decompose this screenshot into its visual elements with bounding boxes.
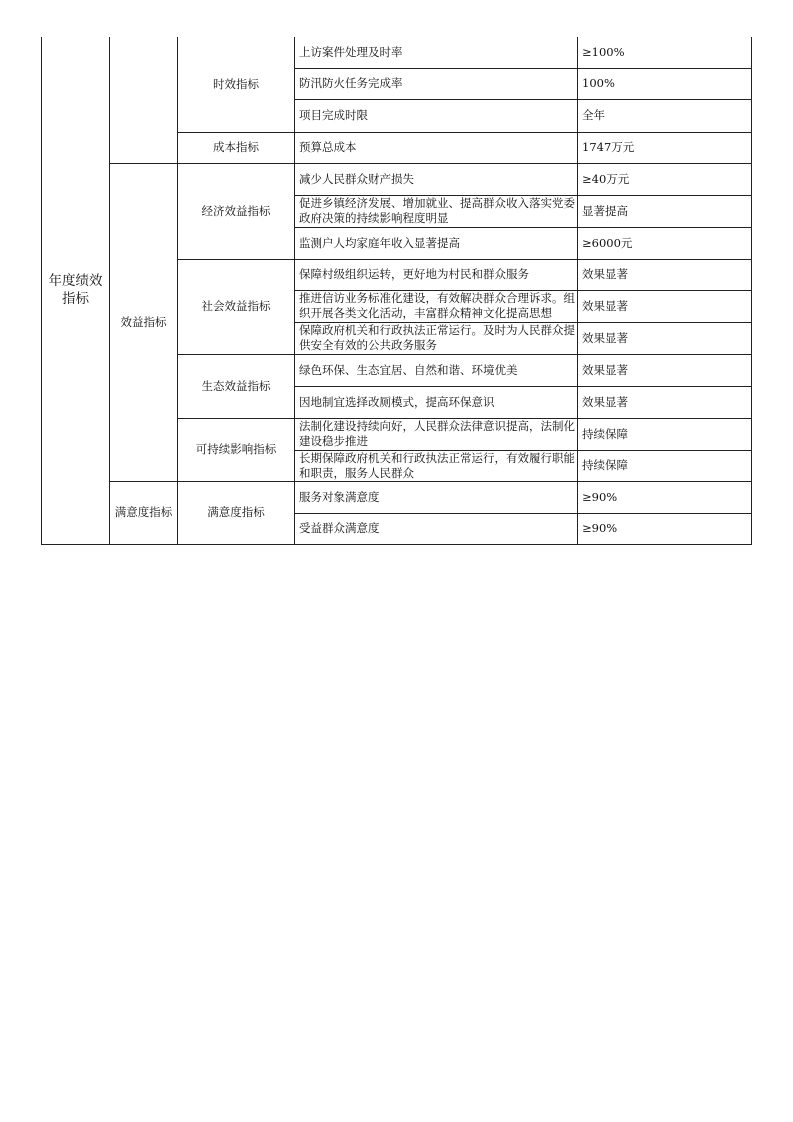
economic-label: 经济效益指标	[178, 163, 295, 259]
indicator-value: ≥6000元	[578, 227, 752, 259]
annual-goal-label: 年度绩效指标	[42, 37, 110, 544]
indicator-value: 效果显著	[578, 354, 752, 386]
indicator-name: 上访案件处理及时率	[295, 37, 578, 68]
indicator-value: 效果显著	[578, 386, 752, 418]
indicator-value: 持续保障	[578, 450, 752, 481]
indicator-name: 因地制宜选择改厕模式，提高环保意识	[295, 386, 578, 418]
indicator-value: 效果显著	[578, 322, 752, 354]
indicator-value: 100%	[578, 68, 752, 99]
sustainable-label: 可持续影响指标	[178, 418, 295, 481]
indicator-value: 效果显著	[578, 259, 752, 290]
indicator-name: 保障村级组织运转，更好地为村民和群众服务	[295, 259, 578, 290]
indicator-name: 法制化建设持续向好，人民群众法律意识提高，法制化建设稳步推进	[295, 418, 578, 450]
indicator-value: 全年	[578, 99, 752, 132]
benefit-label: 效益指标	[110, 163, 178, 481]
indicator-name: 预算总成本	[295, 132, 578, 163]
indicator-name: 推进信访业务标准化建设，有效解决群众合理诉求。组织开展各类文化活动，丰富群众精神文化提高思想	[295, 290, 578, 322]
indicator-name: 保障政府机关和行政执法正常运行。及时为人民群众提供安全有效的公共政务服务	[295, 322, 578, 354]
indicator-value: ≥90%	[578, 481, 752, 513]
indicator-name: 绿色环保、生态宜居、自然和谐、环境优美	[295, 354, 578, 386]
indicator-value: 效果显著	[578, 290, 752, 322]
performance-indicator-table	[41, 37, 752, 545]
table-row	[42, 481, 752, 513]
indicator-name: 防汛防火任务完成率	[295, 68, 578, 99]
social-label: 社会效益指标	[178, 259, 295, 354]
indicator-value: ≥100%	[578, 37, 752, 68]
table-row	[42, 37, 752, 68]
satisfaction-label: 满意度指标	[110, 481, 178, 544]
indicator-name: 长期保障政府机关和行政执法正常运行，有效履行职能和职责，服务人民群众	[295, 450, 578, 481]
indicator-name: 促进乡镇经济发展、增加就业、提高群众收入落实党委政府决策的持续影响程度明显	[295, 195, 578, 227]
indicator-name: 减少人民群众财产损失	[295, 163, 578, 195]
indicator-value: 1747万元	[578, 132, 752, 163]
indicator-name: 服务对象满意度	[295, 481, 578, 513]
indicator-value: ≥40万元	[578, 163, 752, 195]
indicator-name: 项目完成时限	[295, 99, 578, 132]
indicator-value: 显著提高	[578, 195, 752, 227]
indicator-value: ≥90%	[578, 513, 752, 544]
timeliness-label: 时效指标	[178, 37, 295, 132]
satisfaction-sub-label: 满意度指标	[178, 481, 295, 544]
indicator-name: 受益群众满意度	[295, 513, 578, 544]
table-row	[42, 163, 752, 195]
indicator-value: 持续保障	[578, 418, 752, 450]
ecological-label: 生态效益指标	[178, 354, 295, 418]
output-category-cell	[110, 37, 178, 163]
cost-label: 成本指标	[178, 132, 295, 163]
indicator-name: 监测户人均家庭年收入显著提高	[295, 227, 578, 259]
